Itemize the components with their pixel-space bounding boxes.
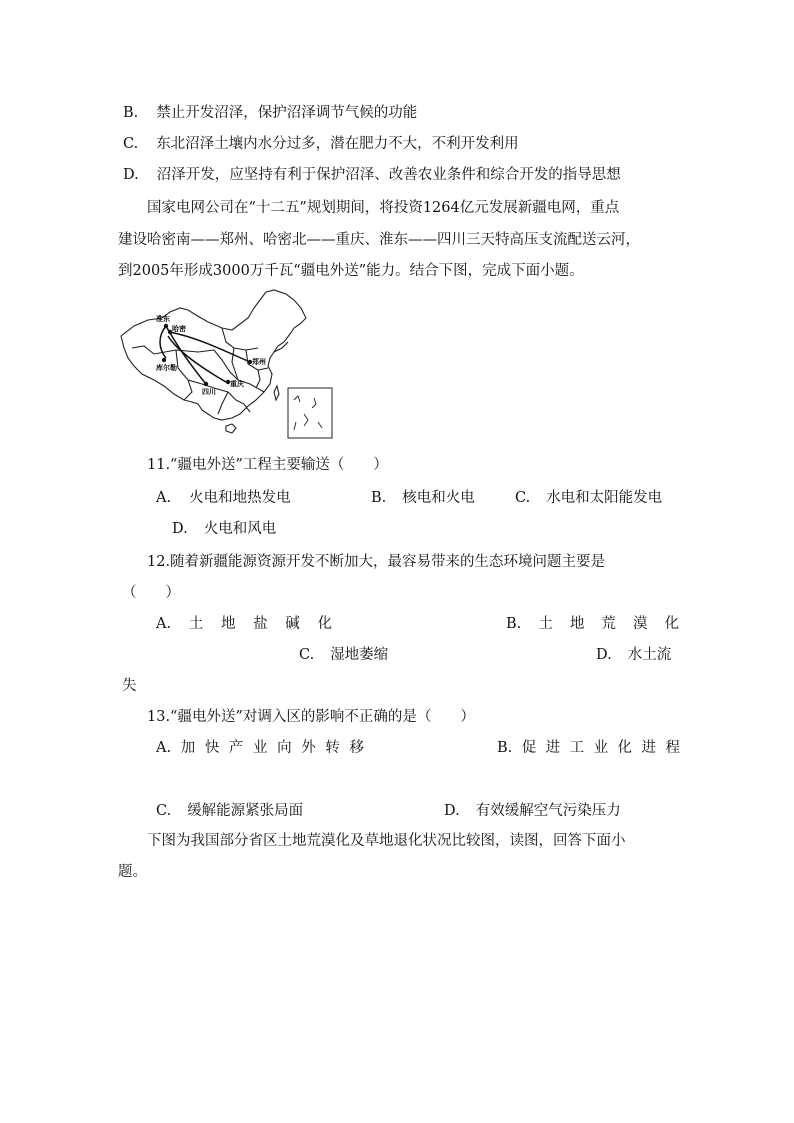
q11-option-d: D. 火电和风电 <box>172 521 277 537</box>
q12-stem: 12.随着新疆能源资源开发不断加大，最容易带来的生态环境问题主要是 <box>147 554 606 570</box>
q11-option-a: A. 火电和地热发电 <box>156 490 291 506</box>
hainan-island <box>226 424 236 433</box>
option-b: B. 禁止开发沼泽，保护沼泽调节气候的功能 <box>123 105 418 121</box>
q11-option-c: C. 水电和太阳能发电 <box>515 490 663 506</box>
q12-paren: （ ） <box>122 585 180 601</box>
label-zhundong: 准东 <box>156 315 170 323</box>
label-chongqing: 重庆 <box>230 380 244 388</box>
option-c: C. 东北沼泽土壤内水分过多，潜在肥力不大，不利开发利用 <box>123 136 519 152</box>
route-hami-zhengzhou <box>170 332 250 362</box>
label-sichuan: 四川 <box>202 388 216 396</box>
china-power-map <box>118 288 346 440</box>
intro-line-2: 建设哈密南——郑州、哈密北——重庆、淮东——四川三天特高压支流配送云河， <box>118 232 640 248</box>
south-china-sea-inset <box>288 388 332 438</box>
q13-option-a: A. 加 快 产 业 向 外 转 移 <box>156 740 364 756</box>
label-kuerle: 库尔勒 <box>156 364 177 372</box>
q11-option-b: B. 核电和火电 <box>371 490 475 506</box>
china-outline <box>121 290 306 420</box>
q12-option-d-continuation: 失 <box>122 678 137 694</box>
q12-option-d: D. 水土流 <box>596 647 672 663</box>
taiwan-island <box>274 386 279 400</box>
q11-stem: 11.“疆电外送”工程主要输送（ ） <box>147 457 388 473</box>
outro-line-1: 下图为我国部分省区土地荒漠化及草地退化状况比较图，读图，回答下面小 <box>147 833 626 849</box>
q13-option-d: D. 有效缓解空气污染压力 <box>444 803 621 819</box>
q12-option-a: A. 土 地 盐 碱 化 <box>156 616 332 632</box>
q13-stem: 13.“疆电外送”对调入区的影响不正确的是（ ） <box>147 709 475 725</box>
option-d: D. 沼泽开发，应坚持有利于保护沼泽、改善农业条件和综合开发的指导思想 <box>123 167 621 183</box>
q13-option-b: B. 促 进 工 业 化 进 程 <box>497 740 680 756</box>
intro-line-1: 国家电网公司在“十二五”规划期间，将投资1264亿元发展新疆电网，重点 <box>147 200 620 216</box>
q13-option-c: C. 缓解能源紧张局面 <box>156 803 304 819</box>
outro-line-2: 题。 <box>118 864 147 880</box>
q12-option-c: C. 湿地萎缩 <box>299 647 389 663</box>
intro-line-3: 到2005年形成3000万千瓦“疆电外送”能力。结合下图，完成下面小题。 <box>118 263 584 279</box>
label-hami: 哈密 <box>172 325 186 333</box>
q12-option-b: B. 土 地 荒 漠 化 <box>506 616 679 632</box>
label-zhengzhou: 郑州 <box>252 358 266 366</box>
